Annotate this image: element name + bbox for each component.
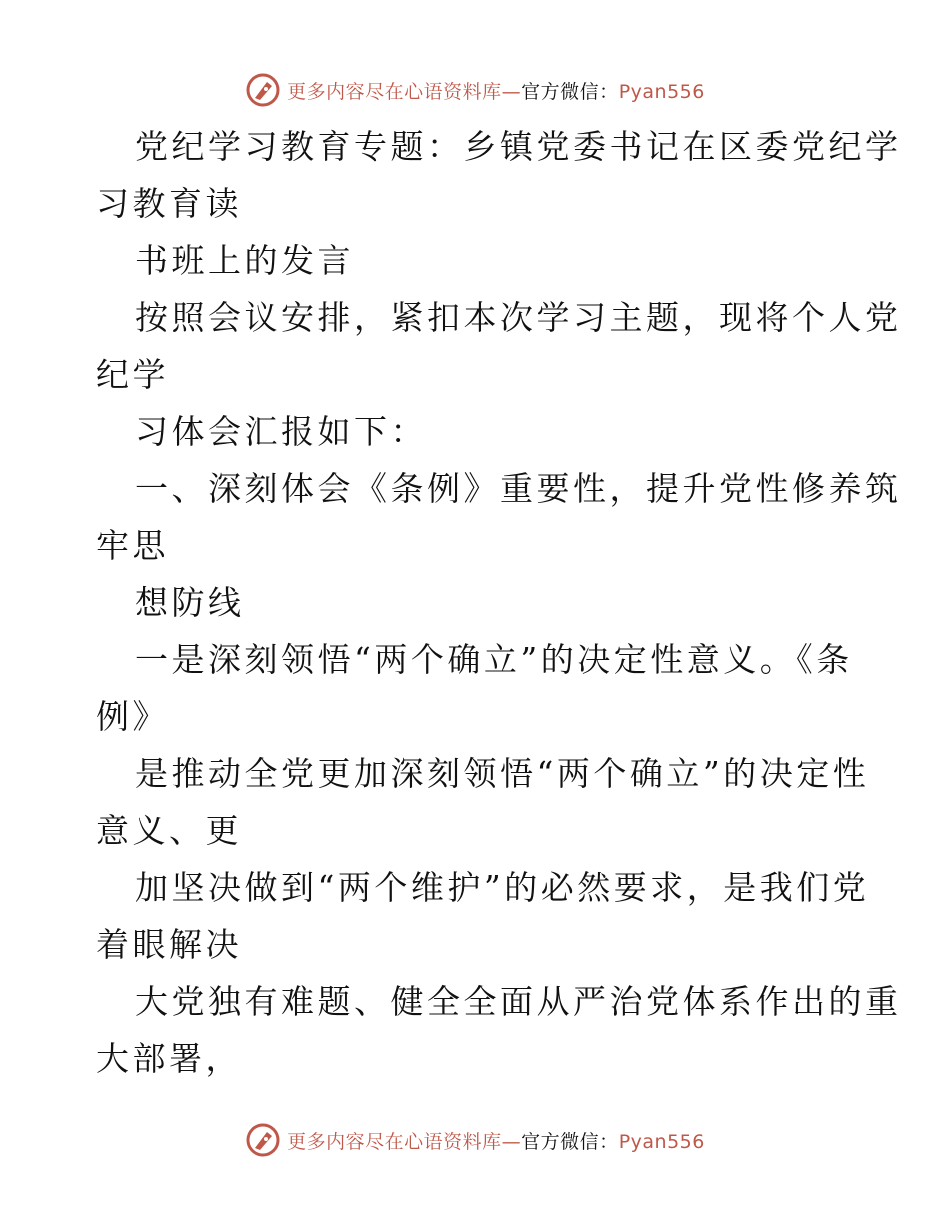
doc-heading-line: 牢思 (96, 526, 169, 565)
doc-paragraph-line: 按照会议安排，紧扣本次学习主题，现将个人党 (135, 298, 902, 337)
footer-watermark (0, 1120, 950, 1160)
doc-title-line: 习教育读 (96, 184, 242, 223)
watermark-id: Pyan556 (618, 80, 705, 103)
doc-paragraph-line: 习体会汇报如下： (135, 412, 427, 451)
watermark-official: 官方微信： (521, 1130, 619, 1153)
document-body (0, 118, 950, 1087)
doc-paragraph-line: 一是深刻领悟“两个确立”的决定性意义。《条 (135, 640, 853, 679)
doc-paragraph-line: 大党独有难题、健全全面从严治党体系作出的重 (135, 982, 902, 1021)
watermark-text (287, 77, 705, 104)
watermark-dash: — (501, 80, 522, 103)
header-watermark (0, 70, 950, 110)
doc-paragraph-line: 着眼解决 (96, 925, 242, 964)
watermark-brand: 更多内容尽在心语资料库 (287, 80, 502, 103)
doc-paragraph-line: 是推动全党更加深刻领悟“两个确立”的决定性 (135, 754, 870, 793)
doc-paragraph-line: 大部署， (96, 1039, 242, 1078)
watermark-brand: 更多内容尽在心语资料库 (287, 1130, 502, 1153)
pen-nib-logo-icon (245, 1122, 281, 1158)
doc-paragraph-line: 例》 (96, 697, 169, 736)
doc-title-line: 书班上的发言 (135, 241, 354, 280)
doc-title-line: 党纪学习教育专题：乡镇党委书记在区委党纪学 (135, 127, 902, 166)
doc-paragraph-line: 加坚决做到“两个维护”的必然要求，是我们党 (135, 868, 870, 907)
doc-paragraph-line: 意义、更 (96, 811, 242, 850)
watermark-text (287, 1127, 705, 1154)
watermark-official: 官方微信： (521, 80, 619, 103)
doc-heading-line: 一、深刻体会《条例》重要性，提升党性修养筑 (135, 469, 902, 508)
doc-paragraph-line: 纪学 (96, 355, 169, 394)
pen-nib-logo-icon (245, 72, 281, 108)
watermark-dash: — (501, 1130, 522, 1153)
doc-heading-line: 想防线 (135, 583, 245, 622)
watermark-id: Pyan556 (618, 1130, 705, 1153)
